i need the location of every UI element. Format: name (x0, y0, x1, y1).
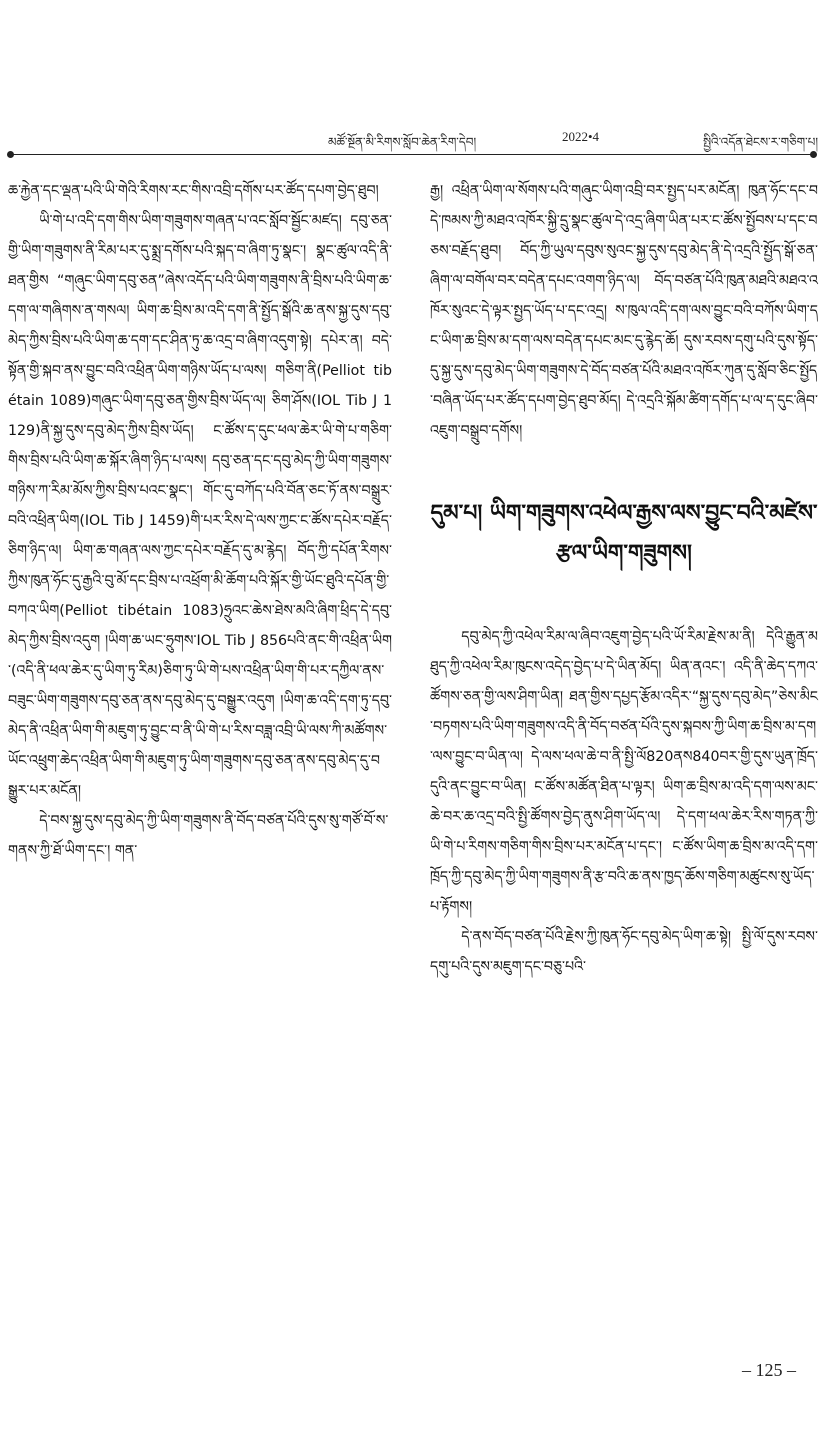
header-rule (10, 154, 814, 155)
paragraph: ཡི་གེ་པ་འདི་དག་གིས་ཡིག་གཟུགས་གཞན་པ་འང་སློབ་སྦྱོང་མཛད། དབུ་ཅན་གྱི་ཡིག་གཟུགས་ནི་རིམ་པར་དུ་སྨྲ་དགོས་པའི་སྐད་བ་ཞིག་ཏུ་སྣང་། སྣང་ཚུལ་འདི་ནི་ཐན་གྱིས “གཞུང་ཡིག་དབུ་ཅན”ཞེས་འདོད་པའི་ཡིག་གཟུགས་ནི་བྲིས་པའི་ཡིག་ཆ་དག་ལ་གཞིགས་ན་གསལ། ཡིག་ཆ་བྲིས་མ་འདི་དག་ནི་སྤྱོད་སྒོའི་ཆ་ནས་སྐྱ་དུས་དབུ་མེད་ཀྱིས་བྲིས་པའི་ཡིག་ཆ་དག་དང་ཤིན་ཏུ་ཆ་འདྲ་བ་ཞིག་འདུག་སྟེ། དཔེར་ན། བདེ་སྟོན་གྱི་སྐབ་ནས་བྱུང་བའི་འཕྲིན་ཡིག་གཉིས་ཡོད་པ་ལས། གཅིག་ནི(Pelliot tibétain 1089)གཞུང་ཡིག་དབུ་ཅན་གྱིས་བྲིས་ཡོད་ལ། ཅིག་ཤོས(IOL Tib J 1129)ནི་སྐྱ་དུས་དབུ་མེད་ཀྱིས་བྲིས་ཡོད། ང་ཚོས་ད་དུང་ཕལ་ཆེར་ཡི་གེ་པ་གཅིག་གིས་བྲིས་པའི་ཡིག་ཆ་སྐོར་ཞིག་ཉིད་པ་ལས། དབུ་ཅན་དང་དབུ་མེད་ཀྱི་ཡིག་གཟུགས་གཉིས་ཀ་རིམ་མོས་ཀྱིས་བྲིས་པའང་སྣང་། གོང་དུ་བཀོད་པའི་བོན་ཅང་ཏོ་ནས་བསྒྲུར་བའི་འཕྲིན་ཡིག(IOL Tib J 1459)གི་པར་རིས་དེ་ལས་ཀྱང་ང་ཚོས་དཔེར་བརྗོད་ཅིག་ཉིད་ལ། ཡིག་ཆ་གཞན་ལས་ཀྱང་དཔེར་བརྗོད་དུ་མ་རྙེད། བོད་ཀྱི་དཔོན་རིགས་ཀྱིས་ཁུན་ཧོང་དུ་རྒྱའི་བུ་མོ་དང་བྲིས་པ་འཕྲོག་མི་ཆོག་པའི་སྐོར་གྱི་ཡོང་ཐུའི་དཔོན་གྱི་བཀའ་ཡིག(Pelliot tibétain 1083)ཧྲུའང་ཆེས་ཐེས་མའི་ཞིག་ཕྲིད་དེ་དབུ་མེད་ཀྱིས་བྲིས་འདུག །ཡིག་ཆ་ཡང་ཧྲུགས་IOL Tib J 856པའི་ནང་གི་འཕྲིན་ཡིག་(འདི་ནི་ཕལ་ཆེར་དུ་ཡིག་ཏུ་རིམ)ཅིག་ཏུ་ཡི་གེ་པས་འཕྲིན་ཡིག་གི་པར་དཀྱིལ་ནས་བཟུང་ཡིག་གཟུགས་དབུ་ཅན་ནས་དབུ་མེད་དུ་བསྒྱུར་འདུག །ཡིག་ཆ་འདི་དག་ཏུ་དབུ་མེད་ནི་འཕྲིན་ཡིག་གི་མཇུག་ཏུ་བྱུང་བ་ནི་ཡི་གེ་པ་རིས་བཟླ་འབྲི་ཡི་ལས་ཀི་མཚོགས་ཡོང་འཕྲུག་ཆེད་འཕྲིན་ཡིག་གི་མཇུག་ཏུ་ཡིག་གཟུགས་དབུ་ཅན་ནས་དབུ་མེད་དུ་བསྒྱུར་པར་མངོན། (8, 213, 392, 799)
rule-dot-left (7, 151, 14, 158)
paragraph: དབུ་མེད་ཀྱི་འཕེལ་རིམ་ལ་ཞིབ་འཇུག་བྱེད་པའི་ཡོ་རིམ་རྗེས་མ་ནི། དེའི་རྒྱུན་མཐུད་ཀྱི་འཕེལ་རིམ་ཁུངས་འདེད་བྱེད་པ་དེ་ཡིན་མོད། ཡིན་ནའང་། འདི་ནི་ཆེད་དཀའ་ཚོགས་ཅན་གྱི་ལས་ཤིག་ཡིན། ཐན་གྱིས་དཔྱད་རྩོམ་འདིར་“སྐྱ་དུས་དབུ་མེད”ཅེས་མིང་བཏགས་པའི་ཡིག་གཟུགས་འདི་ནི་བོད་བཙན་པོའི་དུས་སྐབས་ཀྱི་ཡིག་ཆ་བྲིས་མ་དག་ལས་བྱུང་བ་ཡིན་ལ། དེ་ལས་ཕལ་ཆེ་བ་ནི་སྤྱི་ལོ820ནས840བར་གྱི་དུས་ཡུན་ཁྲོད་དུའི་ནང་བྱུང་བ་ཡིན། ང་ཚོས་མཚོན་ཐིན་པ་ལྟར། ཡིག་ཆ་བྲིས་མ་འདི་དག་ལས་མང་ཆེ་བར་ཆ་འདྲ་བའི་སྤྱི་ཚོགས་བྱེད་ནུས་ཤིག་ཡོད་ལ། དེ་དག་ཕལ་ཆེར་རིས་གཏན་ཀྱི་ཡི་གེ་པ་རིགས་གཅིག་གིས་བྲིས་པར་མངོན་པ་དང་། ང་ཚོས་ཡིག་ཆ་བྲིས་མ་འདི་དག་ཁྲོད་ཀྱི་དབུ་མེད་ཀྱི་ཡིག་གཟུགས་ནི་རྩ་བའི་ཆ་ནས་ཁྱད་ཆོས་གཅིག་མཚུངས་སུ་ཡོད་པ་རྟོགས། (430, 629, 818, 915)
paragraph: རྒྱ། འཕྲིན་ཡིག་ལ་སོགས་པའི་གཞུང་ཡིག་འབྲི་བར་སྤྱད་པར་མངོན། ཁུན་ཧོང་དང་བདེ་ཁམས་ཀྱི་མཐའ་འཁོར་སྐྱི་དྲུ་སྣང་ཚུལ་དེ་འདྲ་ཞིག་ཡིན་པར་ང་ཚོས་སྤྱོབས་པ་དང་བཅས་བརྗོད་ཐུབ། བོད་ཀྱི་ཡུལ་དབུས་སུའང་སྐྱ་དུས་དབུ་མེད་ནི་དེ་འདྲའི་སྤྱོད་སྒོ་ཅན་ཞིག་ལ་བགོལ་བར་བདེན་དཔང་འགག་ཉིད་ལ། བོད་བཙན་པོའི་ཁུན་མཐའི་མཐའ་འཁོར་སུའང་དེ་ལྟར་སྤྱད་ཡོད་པ་དང་འདྲ། ས་ཁུལ་འདི་དག་ལས་བྱུང་བའི་བཀོས་ཡིག་དང་ཡིག་ཆ་བྲིས་མ་དག་ལས་བདེན་དཔང་མང་དུ་རྙེད་ཆོ། དུས་རབས་དགུ་པའི་དུས་སྟོད་དུ་སྐྱ་དུས་དབུ་མེད་ཡིག་གཟུགས་དེ་བོད་བཙན་པོའི་མཐའ་འཁོར་ཀུན་དུ་སློབ་ཅིང་སྤྱོད་བཞིན་ཡོད་པར་ཚོད་དཔག་བྱེད་ཐུབ་མོད། དེ་འདྲའི་སྐོམ་ཚིག་དགོད་པ་ལ་ད་དུང་ཞིབ་འཇུག་བསྒྲུབ་དགོས། (430, 183, 818, 439)
paragraph: དེ་ནས་བོད་བཙན་པོའི་རྗེས་ཀྱི་ཁུན་ཧོང་དབུ་མེད་ཡིག་ཆ་སྟེ། སྤྱི་ལོ་དུས་རབས་དགུ་པའི་དུས་མཇུག་དང་བཅུ་པའི་ (430, 929, 818, 975)
issue-number: 2022•4 (562, 129, 600, 144)
running-header (10, 125, 818, 149)
page-number: – 125 – (742, 1360, 796, 1380)
paragraph: ཆ་རྐྱེན་དང་ལྡན་པའི་ཡི་གེའི་རིགས་རང་གིས་འབྲི་དགོས་པར་ཚོད་དཔག་བྱེད་ཐུབ། (8, 183, 379, 199)
paragraph: དེ་བས་སྐྱ་དུས་དབུ་མེད་ཀྱི་ཡིག་གཟུགས་ནི་བོད་བཙན་པོའི་དུས་སུ་གཙོ་བོ་ས་གནས་ཀྱི་ཐོ་ཡིག་དང་། གན་ (8, 813, 389, 859)
rule-dot-right (810, 151, 817, 158)
journal-title: མཚོ་སྔོན་མི་རིགས་སློབ་ཆེན་རིག་དེབ། (328, 135, 477, 149)
right-column (430, 176, 818, 982)
issue-series: སྤྱིའི་འདོན་ཐེངས་ར་གཅིག་པ། (702, 135, 818, 149)
section-heading: དུམ་པ། ཡིག་གཟུགས་འཕེལ་རྒྱས་ལས་བྱུང་བའི་མཛེས་རྩལ་ཡིག་གཟུགས། (430, 501, 818, 566)
left-column (8, 176, 392, 866)
